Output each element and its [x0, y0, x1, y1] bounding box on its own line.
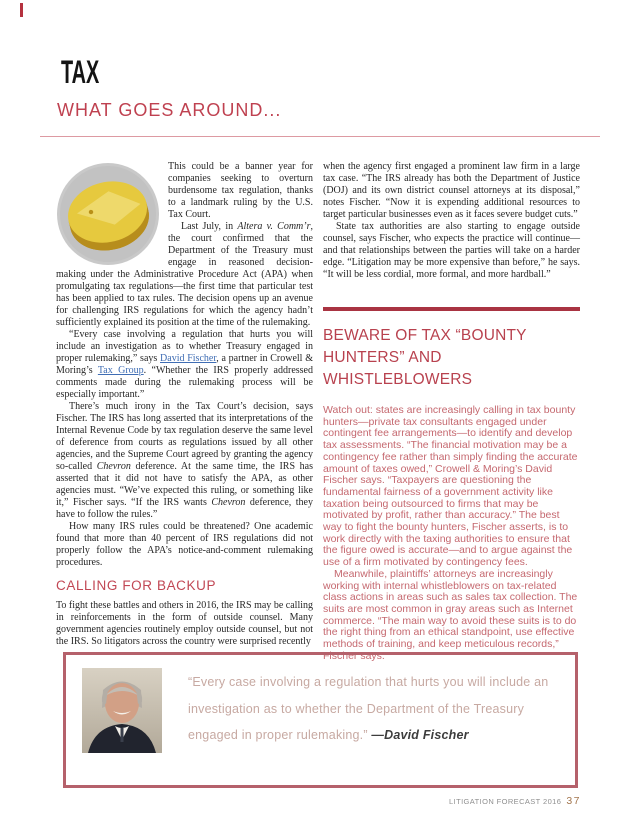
right-column — [323, 161, 580, 662]
page-footer — [0, 795, 581, 807]
pull-quote-box — [63, 652, 578, 788]
paragraph: when the agency first engaged a prominent law firm in a large tax case. “The IRS already has both the Department of Justice (DOJ) and its own district counsel attorneys at its disposal,” notes Fischer. “Now it is expending additional resources to target particular businesses even as it faces severe budget cuts.” — [323, 161, 580, 220]
david-fischer-photo — [82, 668, 162, 753]
page-title: TAX — [61, 54, 100, 90]
page-subtitle: WHAT GOES AROUND... — [57, 100, 282, 120]
paragraph: There’s much irony in the Tax Court’s decision, says Fischer. The IRS has long asserted that its interpretations of the Internal Revenue Code by tax regulation deserve the same level of deference from courts as regulations issued by all other agencies, and the Supreme Court agreed by granting the agency so-called Chevron deference. At the same time, the IRS has asserted that it did not have to satisfy the APA, as other agencies must. “We’ve expected this ruling, or something like it,” Fischer says. “If the IRS wants Chevron deference, they have to follow the rules.” — [56, 401, 313, 520]
paragraph: To fight these battles and others in 2016, the IRS may be calling in reinforcements in the form of outside counsel. Many government agencies routinely employ outside counsel, but not the IRS. So litigators across the country were surprised recently — [56, 600, 313, 647]
case-name: Chevron — [211, 497, 246, 508]
trim-mark — [20, 3, 23, 17]
link-tax-group[interactable]: Tax Group — [97, 365, 144, 376]
sidebar-heading: BEWARE OF TAX “BOUNTY HUNTERS” AND WHISTLEBLOWERS — [323, 327, 527, 388]
quote-attribution: —David Fischer — [371, 728, 469, 742]
sidebar-paragraph: Meanwhile, plaintiffs’ attorneys are increasingly working with internal whistleblowers on tax-related class actions in areas such as sales tax collection. The suits are most common in gray areas such as Internet commerce. “The main way to avoid these suits is to do the right thing from an ethical standpoint, use effective methods of training, and keep meticulous records,” Fischer says. — [323, 567, 578, 662]
header-rule — [40, 136, 600, 137]
pull-quote: “Every case involving a regulation that hurts you will include an investigation as to whether the Department of the Treasury engaged in proper rulemaking.” —David Fischer — [188, 675, 549, 742]
paragraph: State tax authorities are also starting to engage outside counsel, says Fischer, who expects the practice will continue—and that relationships between the parties will take on a harder edge. “Litigation may be more expensive than before,” he says. “It will be less cordial, more formal, and more hardball.” — [323, 221, 580, 280]
case-name: Altera v. Comm’r — [237, 221, 311, 232]
left-column — [56, 161, 313, 648]
case-name: Chevron — [96, 461, 131, 472]
paragraph: How many IRS rules could be threatened? One academic found that more than 40 percent of IRS regulations did not properly follow the APA’s notice-and-comment rulemaking procedures. — [56, 521, 313, 568]
paragraph: “Every case involving a regulation that hurts you will include an investigation as to whether Treasury engaged in proper rulemaking,” says David Fischer, a partner in Crowell & Moring’s Tax Group. “Whether the IRS properly addressed comments made during the rulemaking process will be especially important.” — [56, 329, 313, 400]
sidebar-rule — [323, 307, 580, 311]
coin-icon — [56, 162, 160, 266]
paragraph: Last July, in Altera v. Comm’r, the court confirmed that the Department of the Treasury must engage in reasoned decision-making under the Administrative Procedure Act (APA) when promulgating tax regulations—the first time that particular test has been applied to tax rules. The decision opens up an avenue for challenging IRS regulations for which the agency hadn’t sufficiently explained its position at the time of the rulemaking. — [56, 221, 313, 328]
page-number: 37 — [566, 795, 581, 807]
section-heading-calling-for-backup: CALLING FOR BACKUP — [56, 578, 217, 593]
paragraph: This could be a banner year for companies seeking to overturn burdensome tax regulation, thanks to a landmark ruling by the U.S. Tax Court. — [168, 161, 313, 220]
link-david-fischer[interactable]: David Fischer — [160, 353, 217, 364]
footer-publication: LITIGATION FORECAST 2016 — [449, 797, 562, 806]
sidebar-paragraph: Watch out: states are increasingly calling in tax bounty hunters—private tax consultants engaged under contingent fee arrangements—to identify and develop tax assessments. “The financial motivation may be a contingency fee rather than simply finding the accurate amount of taxes owed,” Crowell & Moring’s David Fischer says. “Taxpayers are questioning the fundamental fairness of a government activity like taxation being outsourced to firms that may be motivated by profit, rather than accuracy.” The best way to fight the bounty hunters, Fischer asserts, is to work directly with the taxing authorities to ensure that the figure owed is accurate—and to argue against the use of a firm motivated by contingency fees. — [323, 404, 578, 569]
